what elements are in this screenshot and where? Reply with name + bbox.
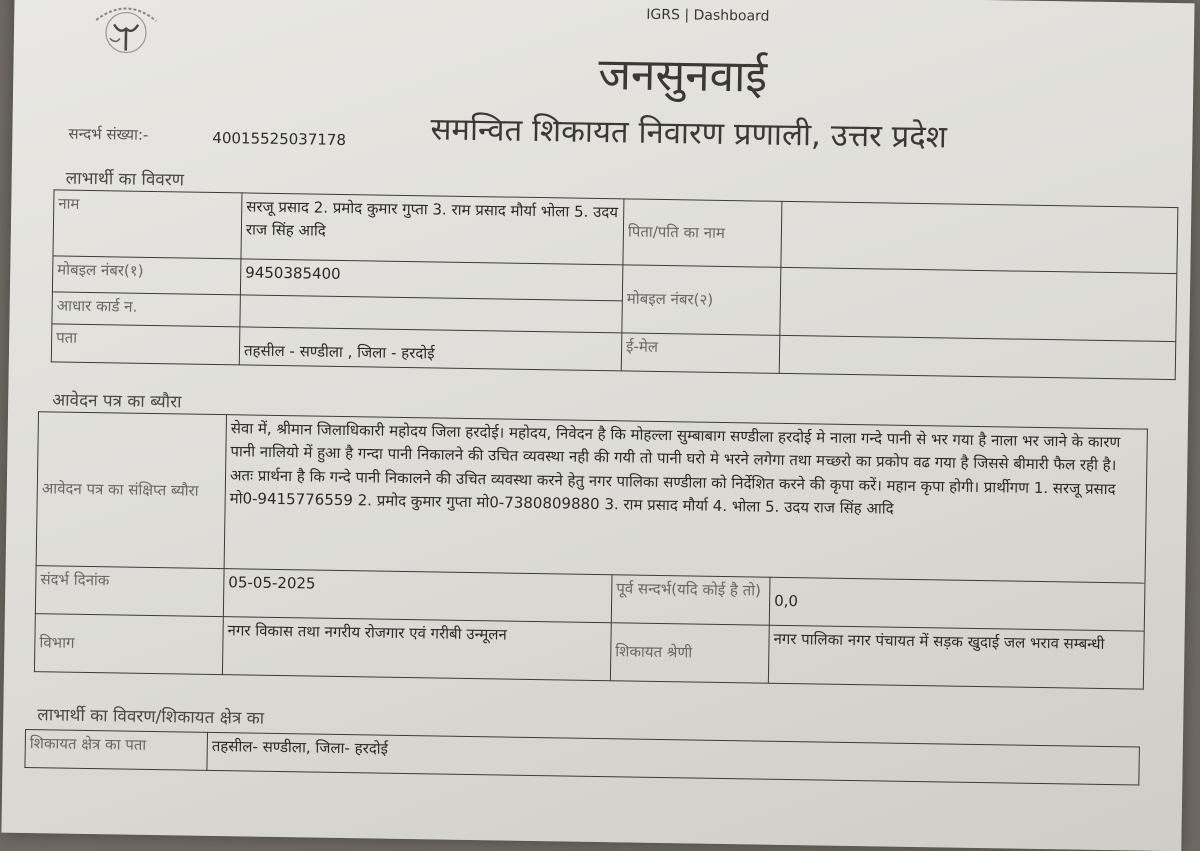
- complaint-area-section-title: लाभार्थी का विवरण/शिकायत क्षेत्र का: [37, 705, 265, 729]
- department-value: नगर विकास तथा नगरीय रोजगार एवं गरीबी उन्मूलन: [222, 617, 611, 681]
- department-label: विभाग: [34, 614, 223, 675]
- mobile1-value: 9450385400: [240, 259, 623, 301]
- aadhaar-label: आधार कार्ड न.: [52, 292, 240, 327]
- name-label: नाम: [53, 190, 242, 259]
- reference-label: सन्दर्भ संख्या:-: [68, 124, 149, 144]
- beneficiary-table: [51, 189, 1179, 380]
- emblem-logo: [86, 0, 167, 59]
- page-title: जनसुनवाई: [597, 48, 768, 103]
- beneficiary-section-title: लाभार्थी का विवरण: [65, 168, 185, 191]
- summary-label: आवेदन पत्र का संक्षिप्त ब्यौरा: [36, 412, 226, 569]
- reference-number: 40015525037178: [212, 128, 347, 150]
- previous-reference-label: पूर्व सन्दर्भ(यदि कोई है तो): [611, 575, 770, 625]
- mobile2-value: [780, 267, 1177, 341]
- email-label: ई-मेल: [621, 333, 780, 373]
- father-name-value: [781, 201, 1178, 273]
- dashboard-brand: IGRS | Dashboard: [646, 6, 770, 25]
- name-value: सरजू प्रसाद 2. प्रमोद कुमार गुप्ता 3. राम प्रसाद मौर्या भोला 5. उदय राज सिंह आदि: [241, 193, 624, 265]
- complaint-area-table: [24, 729, 1139, 786]
- email-value: [779, 335, 1176, 379]
- reference-date-value: 05-05-2025: [223, 569, 612, 623]
- address-label: पता: [51, 324, 240, 365]
- printed-document: [1, 0, 1194, 851]
- application-section-title: आवेदन पत्र का ब्यौरा: [52, 390, 182, 413]
- reference-date-label: संदर्भ दिनांक: [35, 566, 224, 617]
- category-value: नगर पालिका नगर पंचायत में सड़क खुदाई जल भराव सम्बन्धी: [768, 625, 1144, 689]
- complaint-address-value: तहसील- सण्डीला, जिला- हरदोई: [207, 732, 1139, 785]
- father-name-label: पिता/पति का नाम: [623, 199, 782, 267]
- application-table: [34, 411, 1148, 689]
- complaint-address-label: शिकायत क्षेत्र का पता: [25, 730, 208, 771]
- previous-reference-value: 0,0: [769, 577, 1145, 631]
- category-label: शिकायत श्रेणी: [610, 623, 769, 683]
- page-subtitle: समन्वित शिकायत निवारण प्रणाली, उत्तर प्रदेश: [430, 111, 948, 156]
- mobile2-label: मोबइल नंबर(२): [622, 265, 781, 335]
- summary-text: सेवा में, श्रीमान जिलाधिकारी महोदय जिला हरदोई। महोदय, निवेदन है कि मोहल्ला सुम्बाबाग सण्डीला हरदोई मे नाला गन्दे पानी से भर गया है नाला भर जाने के कारण पानी नालियो में हुआ है गन्दा पानी निकालने की उचित व्यवस्था नही की गयी तो पानी घरो मे भरने लगेगा तथा मच्छरो का प्रकोप वढ गया है जिससे बीमारी फैल रही है। अतः प्रार्थना है कि गन्दे पानी निकालने की उचित व्यवस्था करने हेतु नगर पालिका सण्डीला को निर्देशित करने की कृपा करें। महान कृपा होगी। प्रार्थीगण 1. सरजू प्रसाद मो0-9415776559 2. प्रमोद कुमार गुप्ता मो0-7380809880 3. राम प्रसाद मौर्या 4. भोला 5. उदय राज सिंह आदि: [224, 415, 1147, 583]
- address-value: तहसील - सण्डीला , जिला - हरदोई: [239, 327, 622, 371]
- mobile1-label: मोबइल नंबर(१): [52, 256, 241, 295]
